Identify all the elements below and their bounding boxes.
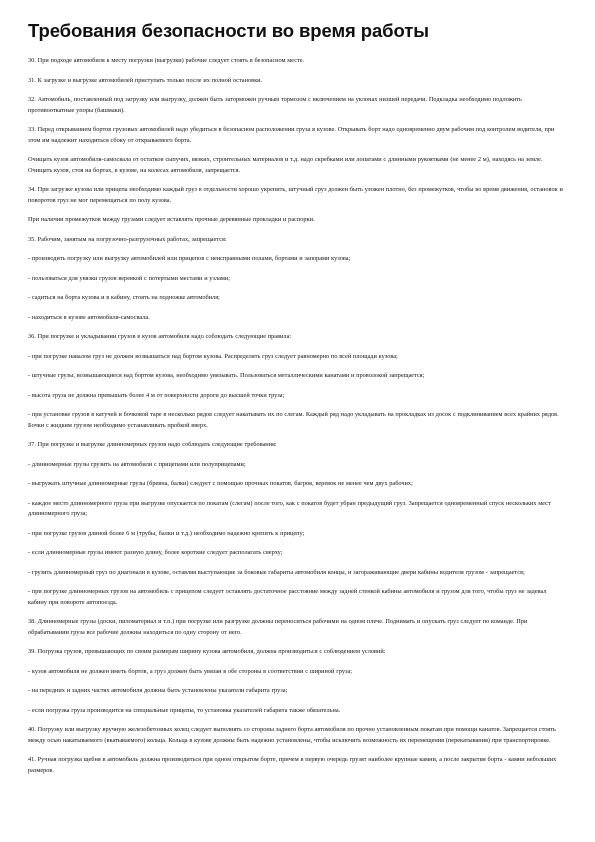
paragraph: 31. К загрузке и выгрузке автомобилей приступать только после их полной остановки. xyxy=(28,76,263,84)
paragraph: 39. Погрузка грузов, превышающих по своим размерам ширину кузова автомобиля, должна производиться с соблюдением условий: xyxy=(28,648,386,655)
paragraph: 32. Автомобиль, поставленный под загрузку или выгрузку, должен быть заторможен ручным тормозом с включением на уклонах низшей передачи. Подкладка необходимо подложить противооткатные упоры (башмаки). xyxy=(28,96,522,114)
paragraph: - при погрузке грузов длиной более 6 м (трубы, балки и т.д.) необходимо надежно крепить к прицепу; xyxy=(28,529,305,537)
paragraph: - если погрузка груза производится на специальные прицепы, то установка указателей габарита также обязательна. xyxy=(28,706,341,714)
paragraph: 30. При подходе автомобиля к месту погрузки (выгрузки) рабочие следует стоять в безопасном месте. xyxy=(28,57,305,64)
paragraph: Очищать кузов автомобиля-самосвала от остатков сыпучих, вязких, строительных материалов и т.д. надо скребками или лопатами с длинными рукоятками (не менее 2 м), находясь на земле. Очищать кузов, стоя на бортах, в кузове, на колесах автомобиля, запрещается. xyxy=(28,156,543,174)
paragraph: - при погрузке длинномерных грузов на автомобиль с прицепом следует оставлять достаточное расстояние между задней стенкой кабины автомобиля и грузом для того, чтобы груз не задевал кабину при повороте автопоезда. xyxy=(28,588,547,606)
paragraph: - длинномерные грузы грузить на автомобили с прицепами или полуприцепами; xyxy=(28,460,246,468)
paragraph: - кузов автомобиля не должен иметь бортов, а груз должен быть увязан в обе стороны в соответствии с шириной груза; xyxy=(28,667,353,675)
paragraph: 35. Рабочим, занятым на погрузочно-разгрузочных работах, запрещается: xyxy=(28,235,227,243)
paragraph: 38. Длинномерные грузы (доски, пиломатериал и т.п.) при погрузке или разгрузке должны переноситься рабочими на одном плече. Поднимать и опускать груз следует по команде. При обрабатывании груза все рабочие должны находиться по одну сторону от него. xyxy=(28,618,528,636)
paragraph: 41. Ручная погрузка щебня в автомобиль должна производиться при одном открытом борте, причем в первую очередь грузят наиболее крупные камни, а после закрытия борта - камни небольших размеров. xyxy=(28,756,557,774)
paragraph: - штучные грузы, возвышающиеся над бортом кузова, необходимо увязывать. Пользоваться металлическими канатами и проволокой запрещается; xyxy=(28,372,425,379)
paragraph: 37. При погрузке и выгрузке длинномерных грузов надо соблюдать следующие требования: xyxy=(28,441,277,448)
paragraph: - при установке грузов в катучей и бочковой таре в несколько рядов следует накатывать их по слегам. Каждый ряд надо укладывать на прокладках из досок с подклиниванием всех крайних рядов. Бочки с жидким грузом необходимо устанавливать пробкой вверх. xyxy=(28,411,559,429)
paragraph: - выгружать штучные длинномерные грузы (бревна, балки) следует с помощью прочных покатов, багров, веревок не менее чем двух рабочих; xyxy=(28,480,413,487)
paragraph: 36. При погрузке и укладывании грузов в кузов автомобиля надо соблюдать следующие правила: xyxy=(28,333,292,340)
paragraph: - садиться на борта кузова и в кабину, стоять на подножке автомобиля; xyxy=(28,294,220,301)
paragraph: - производить погрузку или выгрузку автомобилей или прицепов с неисправными полами, бортами и запорами кузова; xyxy=(28,255,351,262)
paragraph: - каждое место длинномерного груза при выгрузке опускается по покатам (слегам) после того, как с покатов будет убран предыдущий груз. Запрещается одновременный спуск нескольких мест длинномерного груза; xyxy=(28,499,551,517)
paragraph: - высота груза не должна превышать более 4 м от поверхности дороги до высшей точки груза; xyxy=(28,391,285,399)
paragraph: - если длинномерные грузы имеют разную длину, более короткие следует располагать сверху; xyxy=(28,549,283,556)
paragraph: 34. При загрузке кузова или прицепа необходимо каждый груз в отдельности хорошо укрепить, штучный груз должен быть уложен плотно, без промежутков, чтобы во время движения, остановок и поворотов груз не мог перемещаться по полу кузова. xyxy=(28,186,563,204)
paragraph: - при погрузке навалом груз не должен возвышаться над бортом кузова. Распределять груз следует равномерно по всей площади кузова; xyxy=(28,352,398,360)
paragraph: 33. Перед открыванием бортов грузовых автомобилей надо убедиться в безопасном расположении груза в кузове. Открывать борт надо одновременно двум рабочим под контролем водителя, при этом им надлежит находиться сбоку от открываемого борта. xyxy=(28,126,555,144)
paragraph: - на передних и задних частях автомобиля должны быть установлены указатели габарита груза; xyxy=(28,687,288,694)
paragraph: 40. Погрузку или выгрузку вручную железобетонных колец следует выполнять со стороны заднего борта автомобиля по прочно установленным покатам при помощи канатов. Запрещается стоять между осью накатываемого (вкатываемого) кольца. Кольца в кузове должны быть надежно установлены, чтобы исключить возможность их перемещения (перекатывания) при транспортировке. xyxy=(28,726,556,744)
paragraph: - пользоваться для увязки грузов веревкой с потертыми местами и узлами; xyxy=(28,274,231,282)
paragraph: - грузить длинномерный груз по диагонали в кузове, оставляя выступающие за боковые габариты автомобиля концы, и загораживающие двери кабины водителя грузом - запрещается; xyxy=(28,568,525,576)
page-title: Требования безопасности во время работы xyxy=(28,20,429,41)
paragraph: При наличии промежутков между грузами следует вставлять прочные деревянные прокладки и распорки. xyxy=(28,216,315,223)
document-body xyxy=(28,56,567,776)
paragraph: - находиться в кузове автомобиля-самосвала. xyxy=(28,313,150,321)
